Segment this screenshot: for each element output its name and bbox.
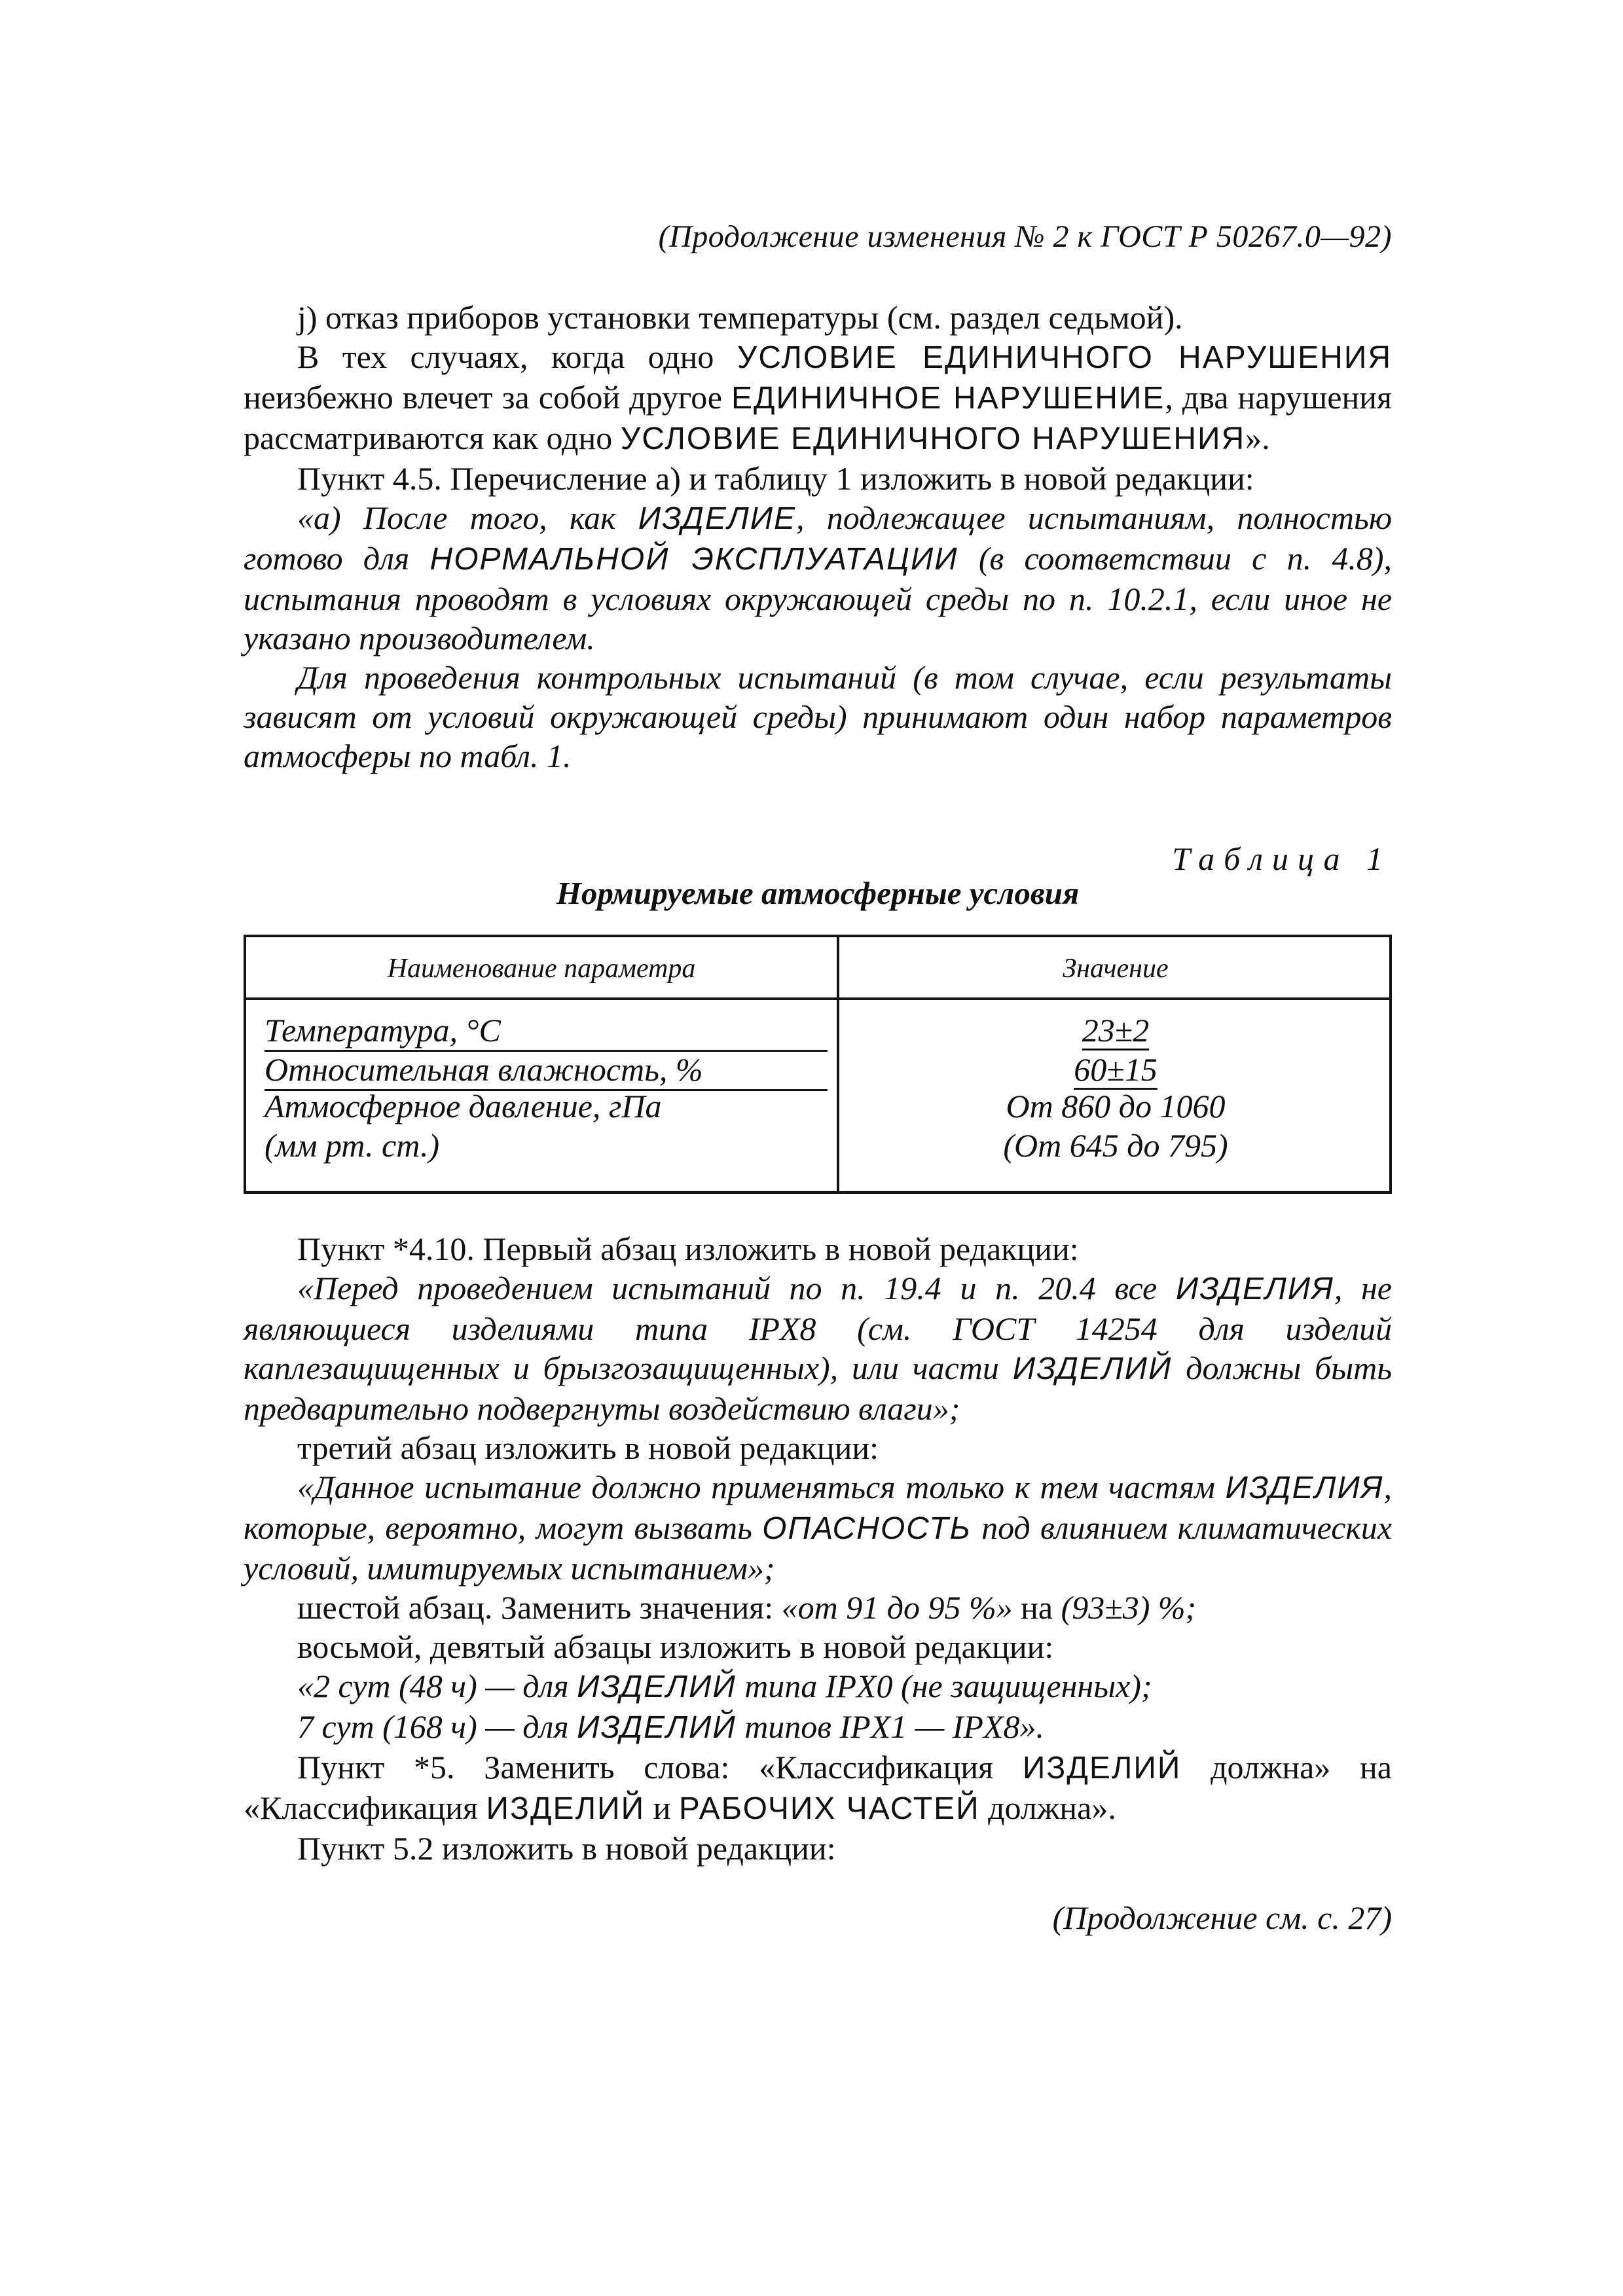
third-paragraph-text: «Данное испытание должно применяться только к тем частям ИЗДЕЛИЯ, которые, вероятно, могут вызвать ОПАСНОСТЬ под влиянием климатических условий, имитируемых испытанием»; [244, 1469, 1392, 1587]
table-cell-value: От 860 до 1060 (От 645 до 795) [1003, 1088, 1228, 1164]
table-header-name: Наименование параметра [387, 954, 696, 984]
body-text-block-2 [244, 1229, 1392, 1868]
seven-days-line: 7 сут (168 ч) — для ИЗДЕЛИЙ типов IPX1 — IPX8». [297, 1708, 1044, 1745]
sixth-paragraph-instruction: шестой абзац. Заменить значения: «от 91 до 95 %» на (93±3) %; [297, 1589, 1197, 1626]
item-j: j) отказ приборов установки температуры (см. раздел седьмой). [297, 299, 1183, 336]
third-paragraph-instruction: третий абзац изложить в новой редакции: [297, 1429, 879, 1466]
page-header-continuation: (Продолжение изменения № 2 к ГОСТ Р 50267.0—92) [658, 219, 1392, 254]
table-label: Таблица 1 [1172, 840, 1392, 877]
table-cell-name: Относительная влажность, % [264, 1050, 828, 1091]
item-a-text: «а) После того, как ИЗДЕЛИЕ, подлежащее испытаниям, полностью готово для НОРМАЛЬНОЙ ЭКСПЛУАТАЦИИ (в соответствии с п. 4.8), испытания проводят в условиях окружающей среды по п. 10.2.1, если иное не указано производителем. [244, 499, 1393, 656]
clause-4-10: Пункт *4.10. Первый абзац изложить в новой редакции: [297, 1230, 1079, 1267]
table-header-divider [246, 997, 1389, 1000]
table-title: Нормируемые атмосферные условия [556, 875, 1080, 911]
atmospheric-conditions-table [244, 935, 1392, 1194]
clause-5-2: Пункт 5.2 изложить в новой редакции: [297, 1830, 836, 1867]
page-footer-continuation: (Продолжение см. с. 27) [1052, 1899, 1392, 1936]
control-tests-paragraph: Для проведения контрольных испытаний (в том случае, если результаты зависят от условий окружающей среды) принимают один набор параметров атмосферы по табл. 1. [244, 659, 1392, 774]
table-cell-value: 23±2 [839, 1011, 1392, 1050]
clause-4-10-text: «Перед проведением испытаний по п. 19.4 и п. 20.4 все ИЗДЕЛИЯ, не являющиеся изделиями типа IPX8 (см. ГОСТ 14254 для изделий каплезащищенных и брызгозащищенных), или части ИЗДЕЛИЙ должны быть предварительно подвергнуты воздействию влаги»; [244, 1270, 1392, 1427]
table-header-value: Значение [1063, 954, 1169, 984]
paragraph-single-fault: В тех случаях, когда одно УСЛОВИЕ ЕДИНИЧНОГО НАРУШЕНИЯ неизбежно влечет за собой другое ЕДИНИЧНОЕ НАРУШЕНИЕ, два нарушения рассматриваются как одно УСЛОВИЕ ЕДИНИЧНОГО НАРУШЕНИЯ». [244, 338, 1392, 456]
clause-5: Пункт *5. Заменить слова: «Классификация ИЗДЕЛИЙ должна» на «Классификация ИЗДЕЛИЙ и РАБОЧИХ ЧАСТЕЙ должна». [244, 1749, 1392, 1826]
table-cell-name: Температура, °С [264, 1011, 828, 1052]
body-text-block-1 [244, 298, 1392, 776]
two-days-line: «2 сут (48 ч) — для ИЗДЕЛИЙ типа IPX0 (не защищенных); [297, 1668, 1152, 1704]
eighth-ninth-instruction: восьмой, девятый абзацы изложить в новой редакции: [297, 1628, 1054, 1665]
table-cell-name: Атмосферное давление, гПа (мм рт. ст.) [264, 1088, 662, 1164]
clause-4-5: Пункт 4.5. Перечисление а) и таблицу 1 изложить в новой редакции: [297, 460, 1254, 497]
table-cell-value: 60±15 [839, 1050, 1392, 1089]
